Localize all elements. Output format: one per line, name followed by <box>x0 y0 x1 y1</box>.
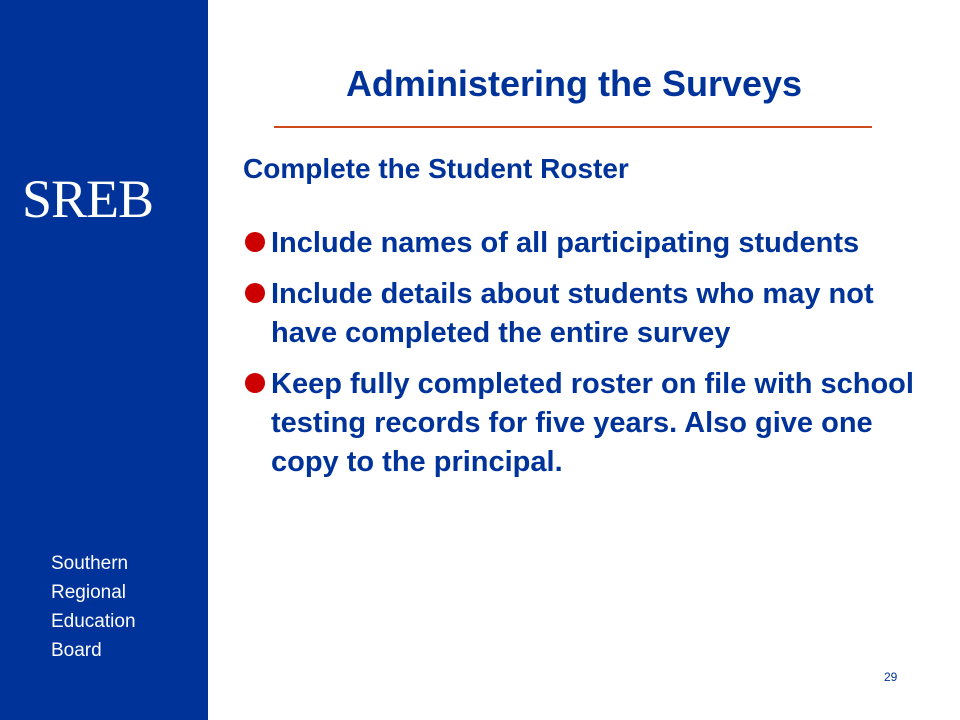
bullet-item <box>243 365 923 482</box>
org-line: Education <box>51 611 136 632</box>
bullet-list <box>243 224 923 494</box>
org-line: Regional <box>51 582 126 603</box>
bullet-text: Include names of all participating students <box>271 227 860 259</box>
organization-name <box>51 549 136 665</box>
title-divider <box>274 126 872 128</box>
bullet-item <box>243 275 923 353</box>
bullet-dot-icon <box>245 373 265 393</box>
org-line: Board <box>51 640 102 661</box>
bullet-dot-icon <box>245 283 265 303</box>
slide-title: Administering the Surveys <box>345 63 803 104</box>
sreb-logo: SREB <box>22 169 154 229</box>
bullet-item <box>243 224 923 263</box>
bullet-dot-icon <box>245 232 265 252</box>
bullet-text: Include details about students who may not have completed the entire survey <box>271 278 874 349</box>
org-line: Southern <box>51 553 129 574</box>
bullet-text: Keep fully completed roster on file with school testing records for five years. Also give one copy to the principal. <box>271 368 914 478</box>
slide-subtitle: Complete the Student Roster <box>243 153 629 184</box>
page-number: 29 <box>884 670 898 684</box>
sidebar <box>0 0 208 720</box>
